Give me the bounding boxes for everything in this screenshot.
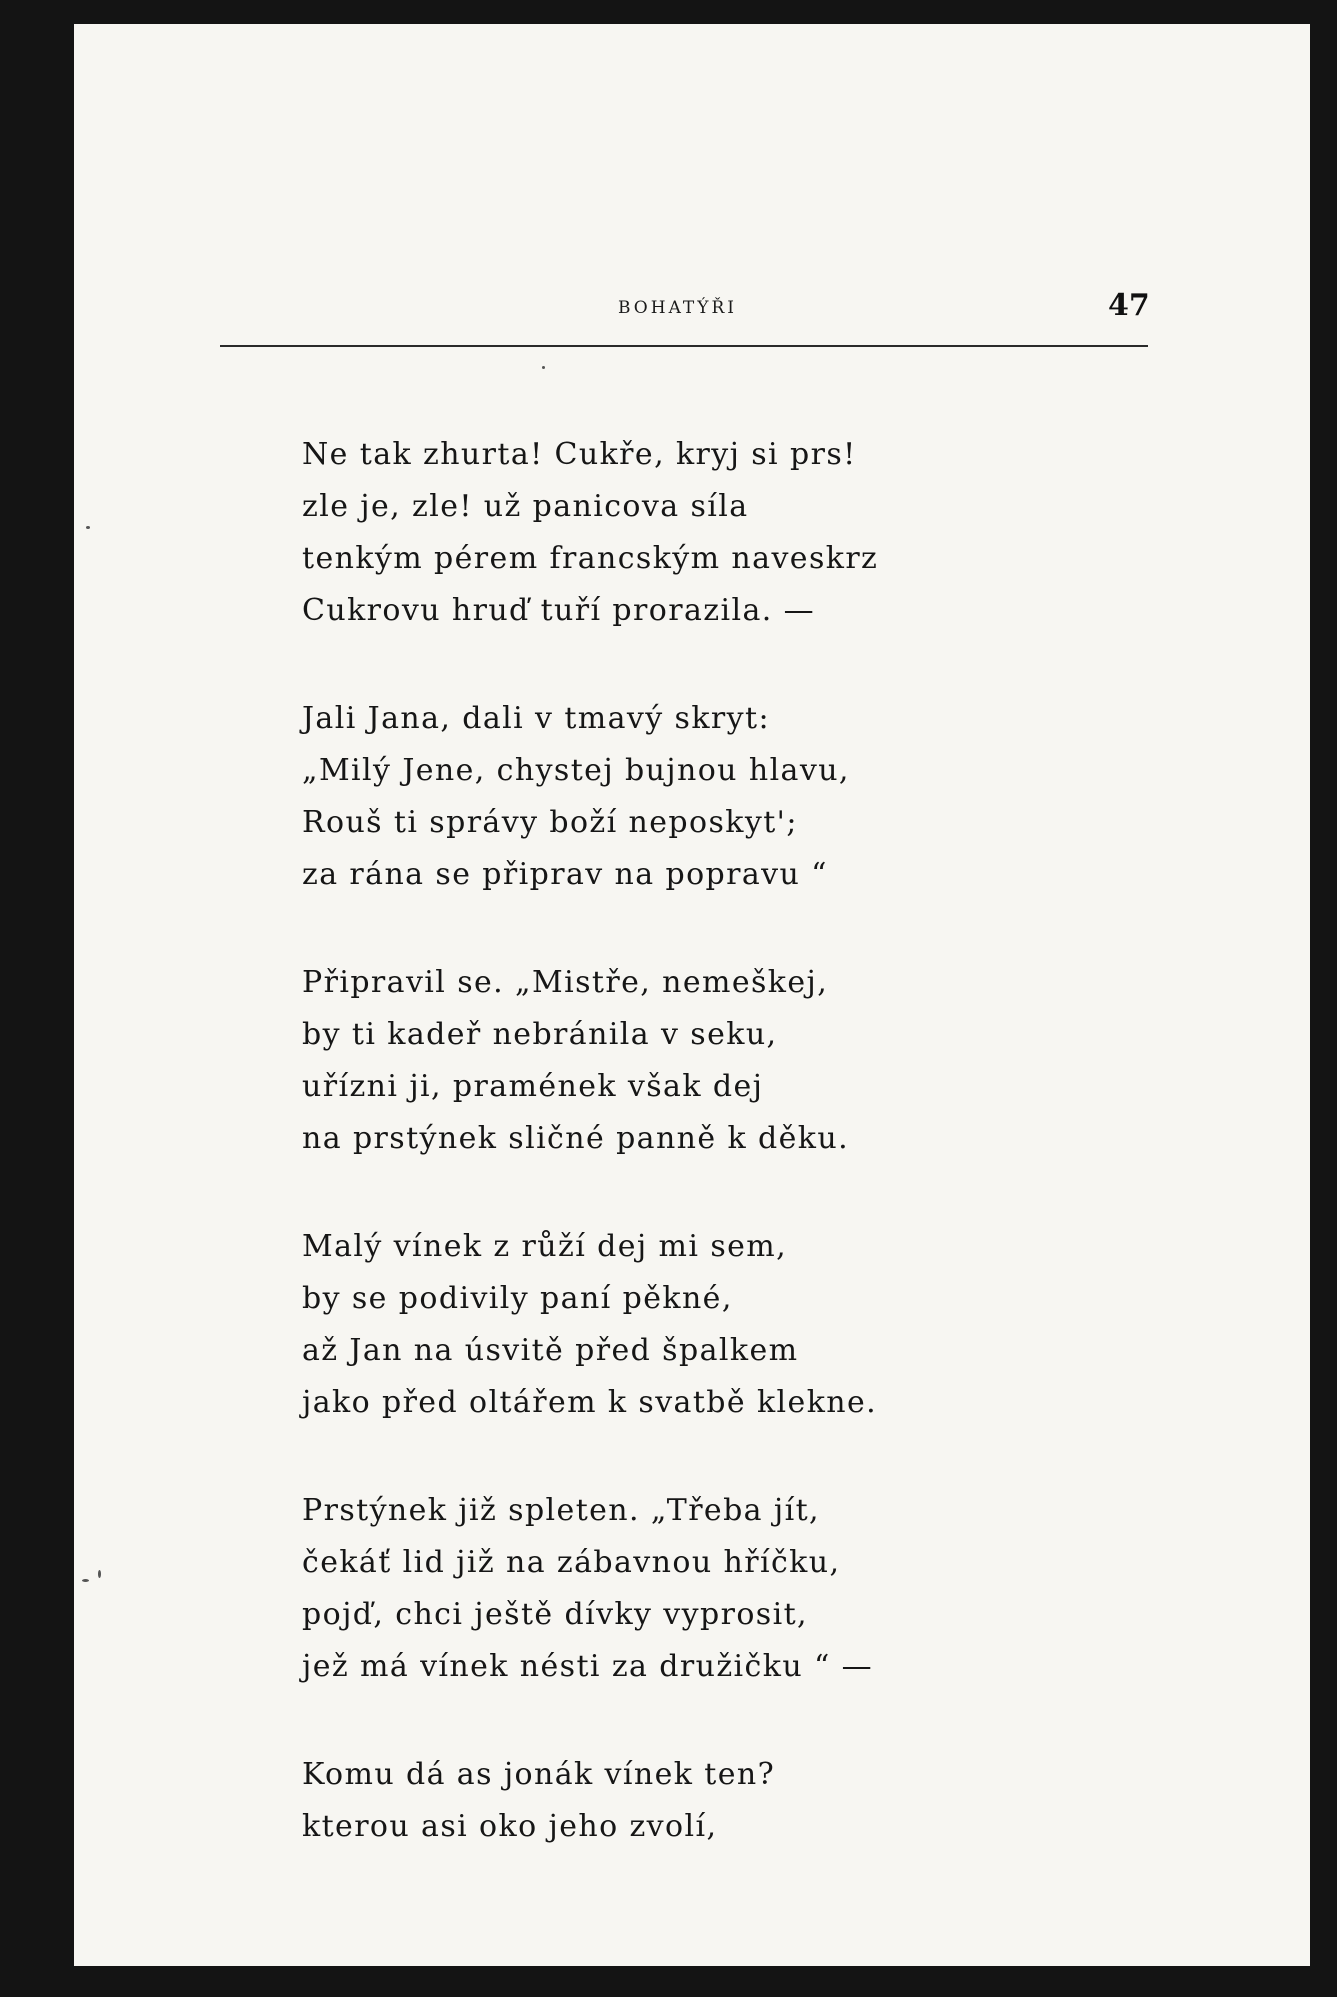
scan-speck (82, 1579, 89, 1582)
scan-speck (98, 1570, 101, 1578)
stanza-4 (302, 1221, 1162, 1429)
poem-line: Cukrovu hruď tuří prorazila. — (302, 593, 816, 628)
stanza-6 (302, 1749, 1162, 1853)
poem-line: kterou asi oko jeho zvolí, (302, 1809, 718, 1844)
scan-speck (542, 366, 545, 369)
poem-line: jež má vínek nésti za družičku “ — (302, 1649, 874, 1684)
poem-line: Připravil se. „Mistře, nemeškej, (302, 965, 829, 1000)
scan-speck (86, 526, 90, 529)
poem-line: tenkým pérem francským naveskrz (302, 541, 879, 576)
poem-line: „Milý Jene, chystej bujnou hlavu, (302, 753, 850, 788)
poem-line: na prstýnek sličné panně k děku. (302, 1121, 850, 1156)
page-number: 47 (1108, 288, 1150, 323)
poem-line: Jali Jana, dali v tmavý skryt: (302, 701, 770, 736)
poem-line: čekáť lid již na zábavnou hříčku, (302, 1545, 841, 1580)
stanza-1 (302, 429, 1162, 637)
poem-line: Rouš ti správy boží neposkyt'; (302, 805, 798, 840)
poem-line: Malý vínek z růží dej mi sem, (302, 1229, 788, 1264)
poem-line: pojď, chci ještě dívky vyprosit, (302, 1597, 808, 1632)
poem-line: až Jan na úsvitě před špalkem (302, 1333, 799, 1368)
poem-line: zle je, zle! už panicova síla (302, 489, 749, 524)
poem-text (302, 429, 1162, 1909)
stanza-3 (302, 957, 1162, 1165)
stanza-5 (302, 1485, 1162, 1693)
stanza-2 (302, 693, 1162, 901)
poem-line: uřízni ji, pramének však dej (302, 1069, 764, 1104)
poem-line: Prstýnek již spleten. „Třeba jít, (302, 1493, 820, 1528)
running-title: BOHATÝŘI (618, 298, 737, 318)
poem-line: Komu dá as jonák vínek ten? (302, 1757, 776, 1792)
book-page (74, 24, 1310, 1966)
poem-line: by ti kadeř nebránila v seku, (302, 1017, 778, 1052)
poem-line: Ne tak zhurta! Cukře, kryj si prs! (302, 437, 857, 472)
header-rule (220, 345, 1148, 347)
poem-line: by se podivily paní pěkné, (302, 1281, 733, 1316)
poem-line: za rána se připrav na popravu “ (302, 857, 828, 892)
poem-line: jako před oltářem k svatbě klekne. (302, 1385, 878, 1420)
